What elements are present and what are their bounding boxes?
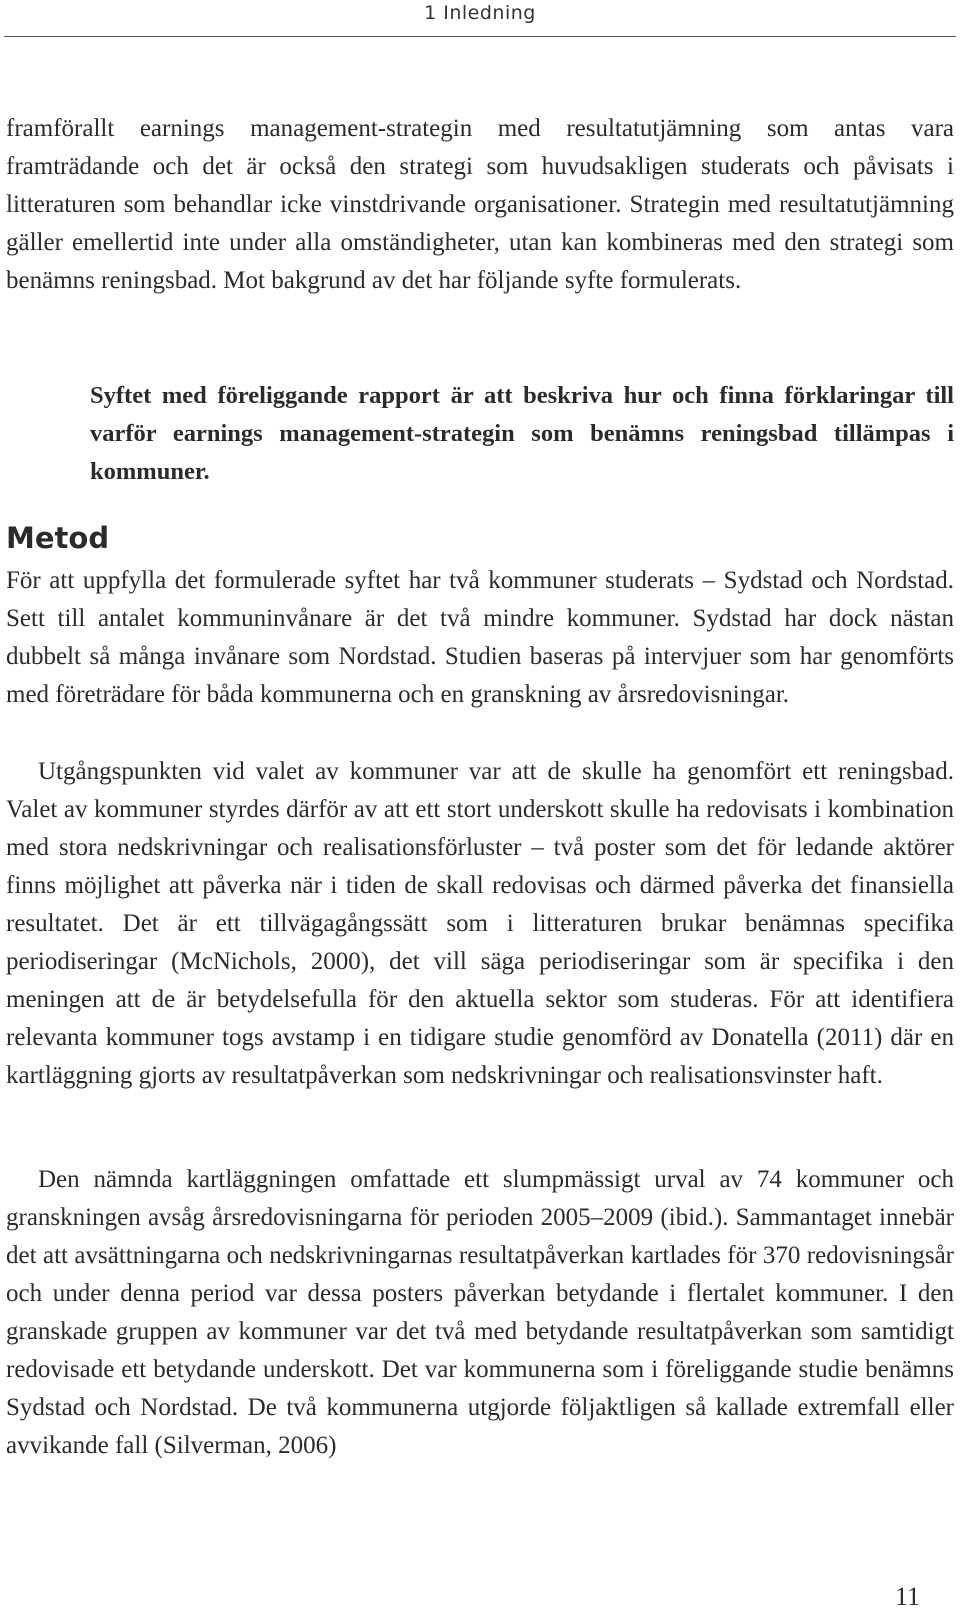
page-number: 11 bbox=[894, 1582, 920, 1611]
body-paragraph-1: framförallt earnings management-strategin med resultatutjämning som antas vara framträdande och det är också den strategi som huvudsakligen studerats och påvisats i litteraturen som behandlar icke vinstdrivande organisationer. Strategin med resultatutjämning gäller emellertid inte under alla omständigheter, utan kan kombineras med den strategi som benämns reningsbad. Mot bakgrund av det har följande syfte formulerats. bbox=[6, 115, 954, 294]
section-heading-metod: Metod bbox=[6, 521, 110, 555]
running-header: 1 Inledning bbox=[424, 2, 536, 24]
body-paragraph-3: Utgångspunkten vid valet av kommuner var att de skulle ha genomfört ett reningsbad. Valet av kommuner styrdes därför av att ett stort underskott skulle ha redovisats i kombination med stora nedskrivningar och realisationsförluster – två poster som det för ledande aktörer finns möjlighet att påverka när i tiden de skall redovisas och därmed påverka det finansiella resultatet. Det är ett tillvägagångssätt som i litteraturen brukar benämnas specifika periodiseringar (McNichols, 2000), det vill säga periodiseringar som är specifika i den meningen att de är betydelsefulla för den aktuella sektor som studeras. För att identifiera relevanta kommuner togs avstamp i en tidigare studie genomförd av Donatella (2011) där en kartläggning gjorts av resultatpåverkan som nedskrivningar och realisationsvinster haft. bbox=[6, 758, 954, 1089]
header-rule bbox=[4, 36, 956, 37]
aim-statement: Syftet med föreliggande rapport är att beskriva hur och finna förklaringar till varför earnings management-strategin som benämns reningsbad tillämpas i kommuner. bbox=[90, 382, 954, 485]
body-paragraph-4: Den nämnda kartläggningen omfattade ett slumpmässigt urval av 74 kommuner och granskningen avsåg årsredovisningarna för perioden 2005–2009 (ibid.). Sammantaget innebär det att avsättningarna och nedskrivningarnas resultatpåverkan kartlades för 370 redovisningsår och under denna period var dessa posters påverkan betydande i flertalet kommuner. I den granskade gruppen av kommuner var det två med betydande resultatpåverkan som samtidigt redovisade ett betydande underskott. Det var kommunerna som i föreliggande studie benämns Sydstad och Nordstad. De två kommunerna utgjorde följaktligen så kallade extremfall eller avvikande fall (Silverman, 2006) bbox=[6, 1166, 954, 1459]
body-paragraph-2: För att uppfylla det formulerade syftet har två kommuner studerats – Sydstad och Nordstad. Sett till antalet kommuninvånare är det två mindre kommuner. Sydstad har dock nästan dubbelt så många invånare som Nordstad. Studien baseras på intervjuer som har genomförts med företrädare för båda kommunerna och en granskning av årsredovisningar. bbox=[6, 567, 954, 708]
